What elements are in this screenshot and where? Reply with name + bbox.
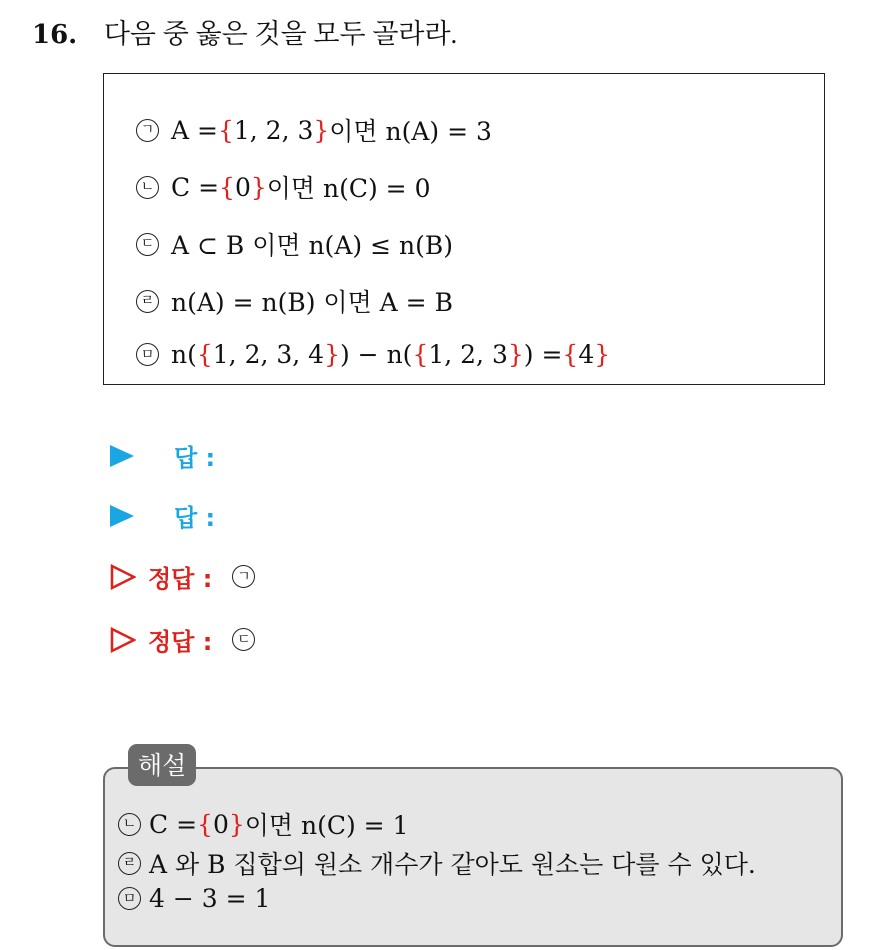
option-marker: ㄷ [136, 233, 159, 256]
explanation-marker: ㅁ [118, 887, 141, 910]
play-triangle-icon [110, 445, 134, 467]
option-5: ㅁ n( { 1, 2, 3, 4 } ) − n( { 1, 2, 3 } ) = { 4 } [136, 340, 610, 369]
explanation-marker: ㄹ [118, 852, 141, 875]
question-header [32, 12, 457, 51]
option-2: ㄴ C = { 0 } 이면 n(C) = 0 [136, 169, 430, 205]
explanation-tab: 해설 [128, 744, 196, 786]
explanation-line-3: ㅁ 4 − 3 = 1 [118, 884, 270, 913]
outline-triangle-icon [110, 564, 136, 590]
option-marker: ㅁ [136, 343, 159, 366]
correct-answer-row-1 [110, 559, 255, 594]
answer-label: 답 : [174, 504, 216, 532]
correct-answer-value: ㄱ [232, 565, 255, 588]
answer-row-2 [110, 498, 215, 533]
option-marker: ㄴ [136, 176, 159, 199]
option-1: ㄱ A = { 1, 2, 3 } 이면 n(A) = 3 [136, 112, 492, 148]
option-4: ㄹ n(A) = n(B) 이면 A = B [136, 283, 453, 319]
play-triangle-icon [110, 505, 134, 527]
option-marker: ㄹ [136, 290, 159, 313]
question-text: 다음 중 옳은 것을 모두 골라라. [103, 19, 458, 49]
outline-triangle-icon [110, 627, 136, 653]
explanation-marker: ㄴ [118, 813, 141, 836]
options-box [103, 73, 825, 385]
question-number: 16. [32, 20, 78, 50]
option-3: ㄷ A ⊂ B 이면 n(A) ≤ n(B) [136, 226, 453, 262]
option-marker: ㄱ [136, 119, 159, 142]
correct-answer-label: 정답 : [148, 628, 213, 656]
explanation-line-2: ㄹ A 와 B 집합의 원소 개수가 같아도 원소는 다를 수 있다. [118, 845, 756, 881]
answer-label: 답 : [174, 444, 216, 472]
correct-answer-row-2 [110, 622, 255, 657]
answer-row-1 [110, 438, 215, 473]
explanation-line-1: ㄴ C = { 0 } 이면 n(C) = 1 [118, 806, 408, 842]
correct-answer-value: ㄷ [232, 628, 255, 651]
correct-answer-label: 정답 : [148, 565, 213, 593]
